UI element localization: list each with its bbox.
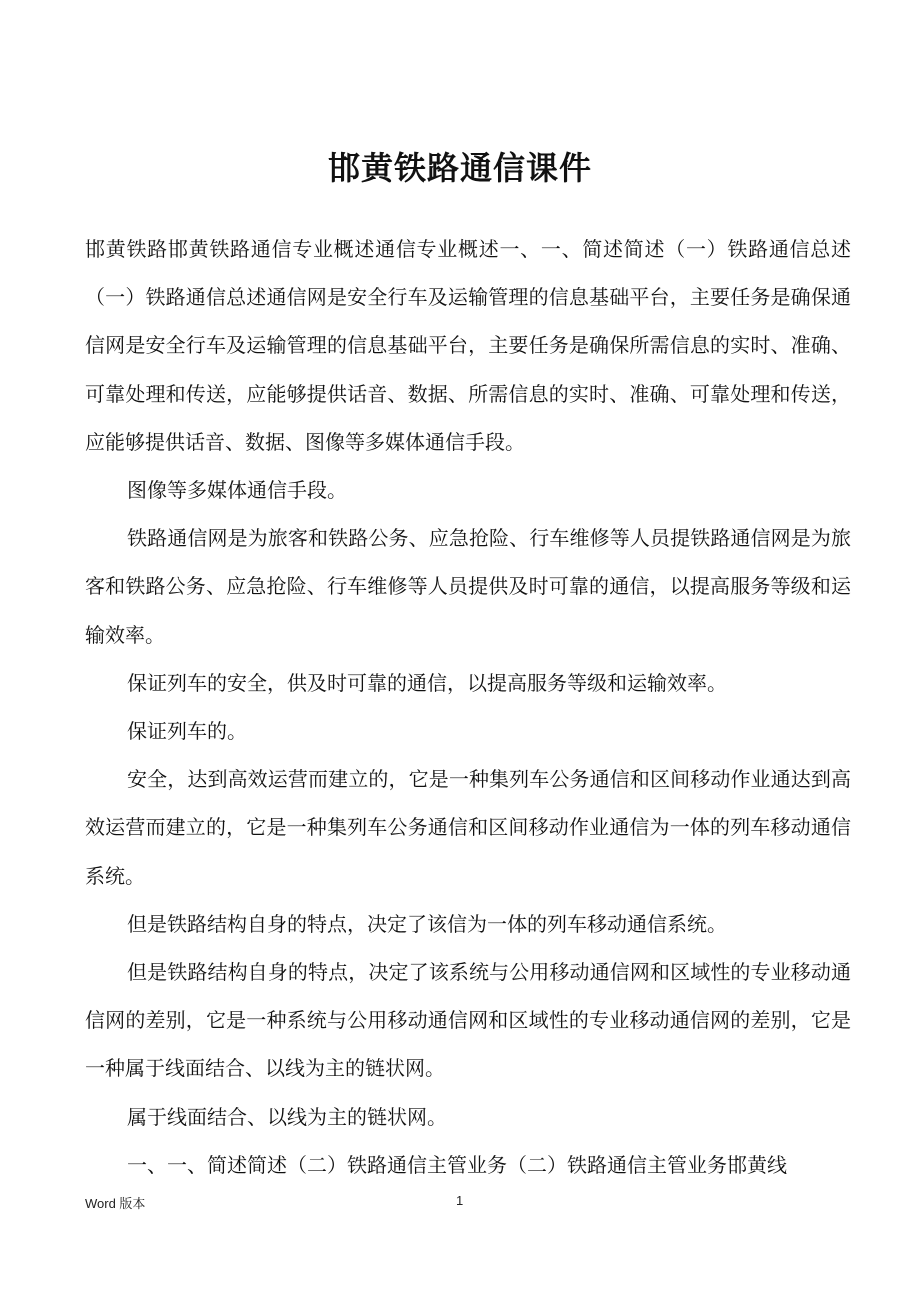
body-paragraph: 但是铁路结构自身的特点，决定了该系统与公用移动通信网和区域性的专业移动通信网的差别，它是一种系统与公用移动通信网和区域性的专业移动通信网的差别，它是一种属于线面结合、以线为主的链状网。 — [85, 960, 851, 1081]
document-title: 邯黄铁路通信课件 — [327, 149, 592, 187]
page-number: 1 — [456, 1193, 464, 1208]
document-body — [85, 225, 851, 1189]
body-paragraph: 铁路通信网是为旅客和铁路公务、应急抢险、行车维修等人员提铁路通信网是为旅客和铁路公务、应急抢险、行车维修等人员提供及时可靠的通信，以提高服务等级和运输效率。 — [85, 526, 851, 647]
body-paragraph: 邯黄铁路邯黄铁路通信专业概述通信专业概述一、一、简述简述（一）铁路通信总述（一）铁路通信总述通信网是安全行车及运输管理的信息基础平台，主要任务是确保通信网是安全行车及运输管理的信息基础平台，主要任务是确保所需信息的实时、准确、可靠处理和传送，应能够提供话音、数据、所需信息的实时、准确、可靠处理和传送，应能够提供话音、数据、图像等多媒体通信手段。 — [85, 237, 851, 454]
body-paragraph: 图像等多媒体通信手段。 — [127, 478, 347, 503]
body-paragraph: 但是铁路结构自身的特点，决定了该信为一体的列车移动通信系统。 — [127, 911, 727, 936]
footer-label: Word 版本 — [85, 1196, 146, 1211]
body-paragraph: 一、一、简述简述（二）铁路通信主管业务（二）铁路通信主管业务邯黄线 — [127, 1152, 787, 1177]
body-paragraph: 属于线面结合、以线为主的链状网。 — [127, 1104, 447, 1129]
body-paragraph: 保证列车的。 — [127, 719, 247, 744]
body-paragraph: 保证列车的安全，供及时可靠的通信，以提高服务等级和运输效率。 — [127, 670, 727, 695]
body-paragraph: 安全，达到高效运营而建立的，它是一种集列车公务通信和区间移动作业通达到高效运营而建立的，它是一种集列车公务通信和区间移动作业通信为一体的列车移动通信系统。 — [85, 767, 851, 888]
